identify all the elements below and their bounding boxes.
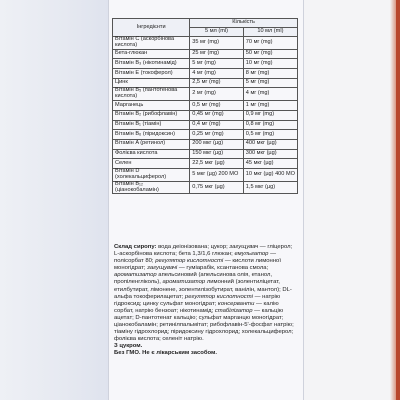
acidity2-label: регулятор кислотності bbox=[184, 293, 253, 300]
ingredient-amount-10ml: 400 мкг (µg) bbox=[243, 139, 297, 149]
ingredient-name: Вітамін D (холекальциферол) bbox=[113, 169, 190, 182]
ingredient-name: Вітамін B₆ (піридоксин) bbox=[113, 130, 190, 140]
table-row bbox=[113, 181, 298, 194]
ingredient-name: Марганець bbox=[113, 101, 190, 111]
composition-text bbox=[114, 244, 298, 358]
preserv-text: — калію сорбат, натрію бензоат; нікотинамід; bbox=[114, 300, 279, 314]
ingredient-amount-10ml: 300 мкг (µg) bbox=[243, 149, 297, 159]
table-row bbox=[113, 149, 298, 159]
table-row bbox=[113, 69, 298, 79]
table-row bbox=[113, 169, 298, 182]
ingredient-amount-5ml: 0,45 мг (mg) bbox=[190, 110, 244, 120]
table-row bbox=[113, 88, 298, 101]
ingredient-amount-10ml: 10 мкг (µg) 400 МО bbox=[243, 169, 297, 182]
syrup-heading: Склад сиропу: bbox=[114, 244, 157, 250]
ingredient-amount-5ml: 150 мкг (µg) bbox=[190, 149, 244, 159]
acidity2-text: — натрію гідроксид; цинку сульфат моногідрат; bbox=[114, 293, 281, 307]
ingredient-amount-10ml: 5 мг (mg) bbox=[243, 78, 297, 88]
emulsifier-label: емульгатор bbox=[234, 251, 269, 258]
ingredients-table-body bbox=[113, 37, 298, 194]
acidity-text: — кислоти лимонної моногідрат; bbox=[114, 258, 281, 272]
box-right-side bbox=[302, 0, 400, 400]
emulsifier-text: — полісорбат 80; bbox=[114, 251, 276, 265]
table-row bbox=[113, 139, 298, 149]
ingredient-name: Вітамін С (аскорбінова кислота) bbox=[113, 37, 190, 50]
ingredient-amount-5ml: 0,25 мг (mg) bbox=[190, 130, 244, 140]
ingredient-amount-10ml: 50 мг (mg) bbox=[243, 49, 297, 59]
ingredient-amount-5ml: 0,75 мкг (µg) bbox=[190, 181, 244, 194]
ingredient-amount-5ml: 0,5 мг (mg) bbox=[190, 101, 244, 111]
ingredient-amount-10ml: 0,5 мг (mg) bbox=[243, 130, 297, 140]
ingredient-amount-5ml: 4 мг (mg) bbox=[190, 69, 244, 79]
header-ingredients: Інгредієнти bbox=[113, 19, 190, 37]
thickener2-label: загущувачі bbox=[147, 265, 178, 272]
syrup-text: вода деіонізована; цукор; bbox=[156, 244, 228, 250]
thickener-label: загущувач bbox=[229, 244, 259, 250]
flavor2-text: лимонний (золентиліцетат, етилбутират, лімонене, золентилізобутират, ванілін, мантол); DL-альфа токоферилацетат; bbox=[114, 279, 292, 300]
ingredient-name: Вітамін B₁₂ (ціанокобаламін) bbox=[113, 181, 190, 194]
ingredient-name: Вітамін B₁ (тіамін) bbox=[113, 120, 190, 130]
stab-text: — кальцію ацетат; D-пантотенат кальцію; сульфат марганцю моногідрат; ціанокобаламін; ретинілпальмітат; рибофлавін-5'-фосфат натрію; тіаміну гідрохлорид; піридоксину гідрохлорид; холекальциферол; фолієва кислота; селеніт натрію. bbox=[114, 307, 294, 343]
ingredient-name: Вітамін A (ретинол) bbox=[113, 139, 190, 149]
ingredient-amount-10ml: 8 мг (mg) bbox=[243, 69, 297, 79]
sugar-note: З цукром. bbox=[114, 343, 143, 350]
thickener-text: — гліцерол; L-аскорбінова кислота; бета 1,3/1,6 глюкан; bbox=[114, 244, 293, 258]
ingredient-amount-5ml: 5 мг (mg) bbox=[190, 59, 244, 69]
header-10ml: 10 мл (ml) bbox=[243, 28, 297, 37]
stab-label: стабілізатор bbox=[214, 307, 253, 314]
ingredient-amount-5ml: 0,4 мг (mg) bbox=[190, 120, 244, 130]
ingredient-amount-5ml: 200 мкг (µg) bbox=[190, 139, 244, 149]
ingredient-name: Вітамін B₅ (пантотенова кислота) bbox=[113, 88, 190, 101]
ingredient-name: Вітамін B₂ (рибофлавін) bbox=[113, 110, 190, 120]
flavor2-label: ароматизатор bbox=[162, 279, 206, 286]
table-row bbox=[113, 159, 298, 169]
preserv-label: консерванти bbox=[217, 300, 255, 307]
ingredient-amount-10ml: 1 мг (mg) bbox=[243, 101, 297, 111]
ingredient-name: Фолієва кислота bbox=[113, 149, 190, 159]
ingredients-table-wrap bbox=[112, 18, 298, 194]
ingredient-name: Вітамін E (токоферол) bbox=[113, 69, 190, 79]
footer-note: Без ГМО. Не є лікарським засобом. bbox=[114, 350, 218, 357]
header-5ml: 5 мл (ml) bbox=[190, 28, 244, 37]
ingredient-amount-5ml: 2,5 мг (mg) bbox=[190, 78, 244, 88]
ingredient-name: Селен bbox=[113, 159, 190, 169]
acidity-label: регулятор кислотності bbox=[155, 258, 224, 265]
ingredient-name: Бета-глюкан bbox=[113, 49, 190, 59]
flavor-label: ароматизатор bbox=[114, 272, 157, 279]
ingredient-amount-10ml: 4 мг (mg) bbox=[243, 88, 297, 101]
table-row bbox=[113, 37, 298, 50]
ingredient-amount-5ml: 2 мг (mg) bbox=[190, 88, 244, 101]
table-row bbox=[113, 49, 298, 59]
table-row bbox=[113, 130, 298, 140]
ingredient-amount-5ml: 5 мкг (µg) 200 МО bbox=[190, 169, 244, 182]
ingredient-amount-10ml: 1,5 мкг (µg) bbox=[243, 181, 297, 194]
table-row bbox=[113, 101, 298, 111]
box-red-strip bbox=[396, 0, 400, 400]
ingredient-amount-10ml: 10 мг (mg) bbox=[243, 59, 297, 69]
table-row bbox=[113, 110, 298, 120]
ingredient-amount-10ml: 0,8 мг (mg) bbox=[243, 120, 297, 130]
ingredients-table bbox=[112, 18, 298, 194]
header-quantity: Кількість bbox=[190, 19, 298, 28]
thickener2-text: — гуміарабік, ксантанова смола; bbox=[177, 265, 269, 272]
ingredient-amount-5ml: 25 мг (mg) bbox=[190, 49, 244, 59]
table-row bbox=[113, 120, 298, 130]
ingredient-amount-5ml: 35 мг (mg) bbox=[190, 37, 244, 50]
ingredient-name: Вітамін B₃ (нікотинамід) bbox=[113, 59, 190, 69]
ingredient-amount-10ml: 70 мг (mg) bbox=[243, 37, 297, 50]
ingredient-amount-5ml: 22,5 мкг (µg) bbox=[190, 159, 244, 169]
flavor-text: апельсиновий (апельсинова олія, етанол, пропіленгліколь), bbox=[114, 272, 273, 286]
box-left-side bbox=[0, 0, 108, 400]
table-row bbox=[113, 59, 298, 69]
ingredient-name: Цинк bbox=[113, 78, 190, 88]
ingredient-amount-10ml: 45 мкг (µg) bbox=[243, 159, 297, 169]
composition-paragraph bbox=[114, 244, 298, 343]
ingredient-amount-10ml: 0,9 мг (mg) bbox=[243, 110, 297, 120]
